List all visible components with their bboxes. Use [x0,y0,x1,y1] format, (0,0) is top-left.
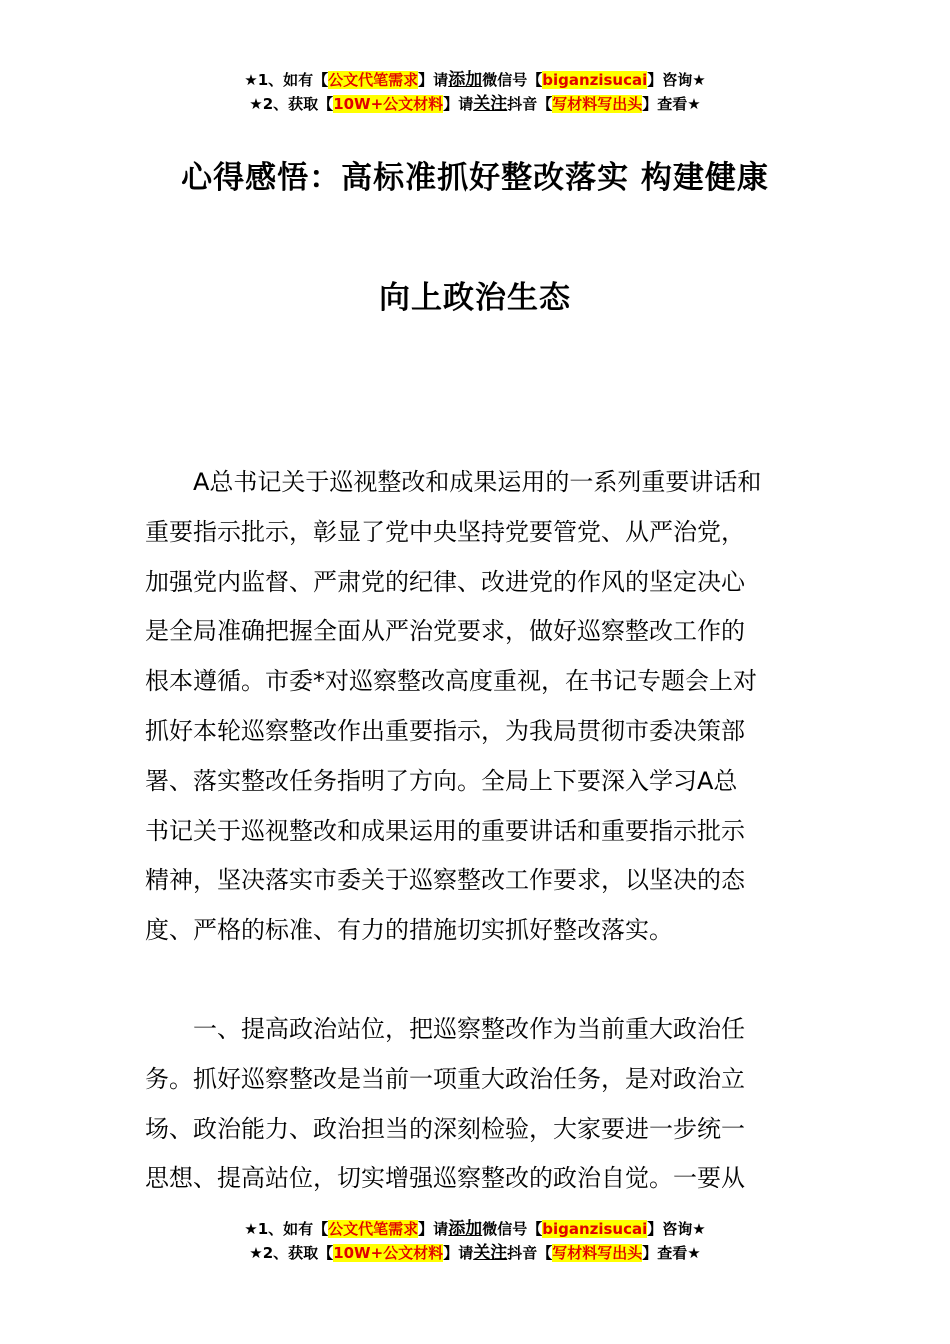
banner-text: 】请 [443,95,474,113]
banner-line-1 [0,1217,950,1241]
banner-emphasis: 添加 [448,1219,483,1239]
banner-highlight: 10W+公文材料 [333,95,444,113]
banner-text: 】咨询★ [647,1220,706,1238]
banner-line-2 [0,92,950,116]
paragraph-line: A总书记关于巡视整改和成果运用的一系列重要讲话和 [193,468,762,496]
banner-highlight: 写材料写出头 [552,95,643,113]
banner-highlight: 公文代笔需求 [328,1220,419,1238]
banner-highlight: 公文代笔需求 [328,71,419,89]
banner-text: 】请 [418,71,449,89]
banner-emphasis: 关注 [473,1243,508,1263]
banner-text: 】查看★ [642,95,701,113]
document-title-line-1: 心得感悟：高标准抓好整改落实 构建健康 [181,160,769,196]
banner-text: 微信号【 [482,1220,543,1238]
paragraph-line: 书记关于巡视整改和成果运用的重要讲话和重要指示批示 [145,816,745,845]
banner-text: 微信号【 [482,71,543,89]
banner-emphasis: 添加 [448,70,483,90]
banner-emphasis: 关注 [473,94,508,114]
body-paragraph-1 [145,458,807,956]
footer-banner [0,1217,950,1265]
banner-text: 】查看★ [642,1244,701,1262]
banner-highlight: 10W+公文材料 [333,1244,444,1262]
paragraph-line: 思想、提高站位，切实增强巡察整改的政治自觉。一要从 [145,1164,745,1193]
paragraph-line: 场、政治能力、政治担当的深刻检验，大家要进一步统一 [145,1114,745,1143]
paragraph-line: 抓好本轮巡察整改作出重要指示，为我局贯彻市委决策部 [145,716,745,745]
banner-text: 】请 [443,1244,474,1262]
paragraph-line: 务。抓好巡察整改是当前一项重大政治任务，是对政治立 [145,1064,745,1093]
paragraph-line: 重要指示批示，彰显了党中央坚持党要管党、从严治党， [145,517,745,546]
paragraph-line: 度、严格的标准、有力的措施切实抓好整改落实。 [145,916,673,945]
banner-text: 抖音【 [507,95,553,113]
paragraph-line: 一、提高政治站位，把巡察整改作为当前重大政治任 [193,1015,745,1043]
banner-text: ★1、如有【 [244,1220,329,1238]
banner-line-2 [0,1241,950,1265]
banner-text: 】咨询★ [647,71,706,89]
banner-text: ★2、获取【 [249,1244,334,1262]
banner-highlight: 写材料写出头 [552,1244,643,1262]
paragraph-line: 署、落实整改任务指明了方向。全局上下要深入学习A总 [145,766,738,795]
paragraph-line: 精神，坚决落实市委关于巡察整改工作要求，以坚决的态 [145,866,745,895]
banner-text: 】请 [418,1220,449,1238]
banner-text: 抖音【 [507,1244,553,1262]
body-paragraph-2 [145,1005,807,1204]
paragraph-line: 根本遵循。市委*对巡察整改高度重视，在书记专题会上对 [145,667,757,696]
banner-highlight: biganzisucai [542,1220,648,1238]
header-banner [0,68,950,116]
banner-highlight: biganzisucai [542,71,648,89]
paragraph-line: 是全局准确把握全面从严治党要求，做好巡察整改工作的 [145,617,745,646]
banner-line-1 [0,68,950,92]
document-title-line-2: 向上政治生态 [379,280,571,316]
banner-text: ★2、获取【 [249,95,334,113]
banner-text: ★1、如有【 [244,71,329,89]
paragraph-line: 加强党内监督、严肃党的纪律、改进党的作风的坚定决心 [145,567,745,596]
